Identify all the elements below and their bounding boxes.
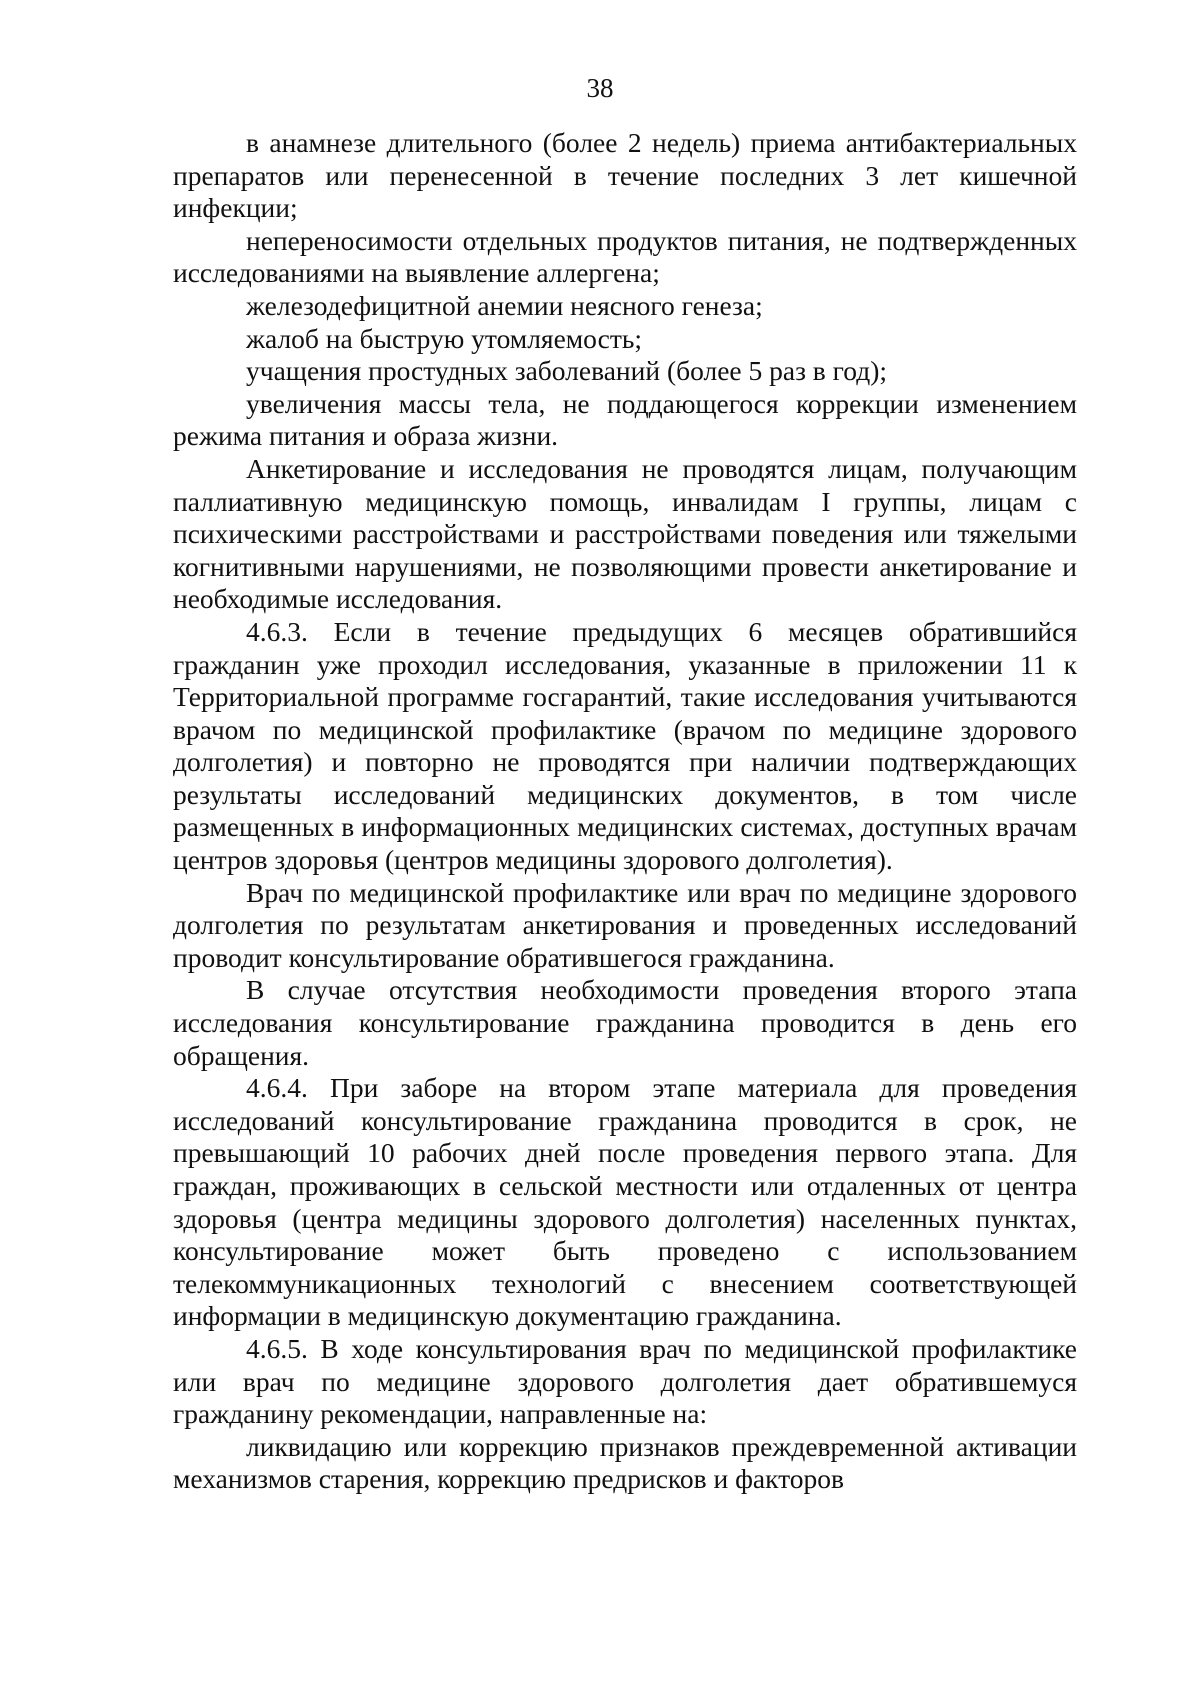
paragraph-anamnesis-antibiotics: в анамнезе длительного (более 2 недель) приема антибактериальных препаратов или перенесенной в течение последних 3 лет кишечной инфекции;	[173, 127, 1077, 224]
paragraph-food-intolerance: непереносимости отдельных продуктов питания, не подтвержденных исследованиями на выявление аллергена;	[173, 224, 1077, 289]
paragraph-no-second-stage: В случае отсутствия необходимости проведения второго этапа исследования консультирование гражданина проводится в день его обращения.	[173, 974, 1077, 1071]
paragraph-fatigue-complaints: жалоб на быструю утомляемость;	[246, 322, 643, 354]
paragraph-iron-deficiency-anemia: железодефицитной анемии неясного генеза;	[246, 289, 763, 321]
paragraph-weight-gain: увеличения массы тела, не поддающегося коррекции изменением режима питания и образа жизни.	[173, 387, 1077, 452]
paragraph-section-4-6-3: 4.6.3. Если в течение предыдущих 6 месяцев обратившийся гражданин уже проходил исследования, указанные в приложении 11 к Территориальной программе госгарантий, такие исследования учитываются врачом по медицинской профилактике (врачом по медицине здорового долголетия) и повторно не проводятся при наличии подтверждающих результаты исследований медицинских документов, в том числе размещенных в информационных медицинских системах, доступных врачам центров здоровья (центров медицины здорового долголетия).	[173, 615, 1077, 876]
paragraph-exclusions: Анкетирование и исследования не проводятся лицам, получающим паллиативную медицинскую помощь, инвалидам I группы, лицам с психическими расстройствами и расстройствами поведения или тяжелыми когнитивными нарушениями, не позволяющими провести анкетирование и необходимые исследования.	[173, 452, 1077, 615]
paragraph-frequent-colds: учащения простудных заболеваний (более 5 раз в год);	[246, 355, 888, 387]
paragraph-section-4-6-4: 4.6.4. При заборе на втором этапе материала для проведения исследований консультирование гражданина проводится в срок, не превышающий 10 рабочих дней после проведения первого этапа. Для граждан, проживающих в сельской местности или отдаленных от центра здоровья (центра медицины здорового долголетия) населенных пунктах, консультирование может быть проведено с использованием телекоммуникационных технологий с внесением соответствующей информации в медицинскую документацию гражданина.	[173, 1072, 1077, 1332]
paragraph-recommendations-list-item: ликвидацию или коррекцию признаков преждевременной активации механизмов старения, коррекцию предрисков и факторов	[173, 1430, 1077, 1495]
paragraph-section-4-6-5: 4.6.5. В ходе консультирования врач по медицинской профилактике или врач по медицине здорового долголетия дает обратившемуся гражданину рекомендации, направленные на:	[173, 1332, 1077, 1430]
page-number: 38	[586, 73, 614, 103]
document-body	[173, 127, 1077, 1496]
paragraph-doctor-consultation: Врач по медицинской профилактике или врач по медицине здорового долголетия по результатам анкетирования и проведенных исследований проводит консультирование обратившегося гражданина.	[173, 876, 1077, 973]
